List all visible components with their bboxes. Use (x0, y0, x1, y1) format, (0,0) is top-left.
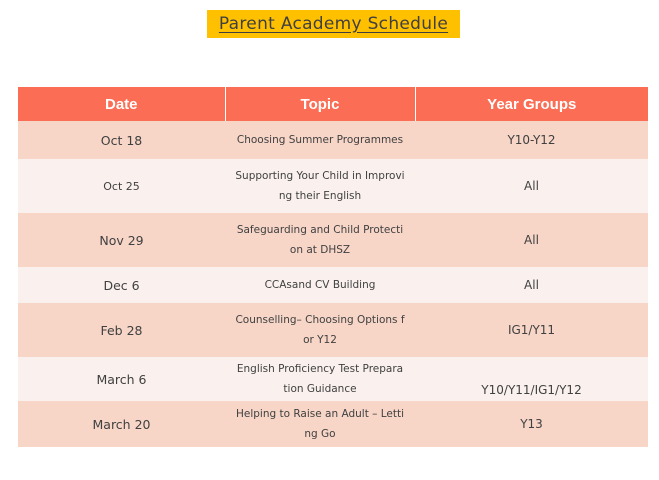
topic-cell: Counselling– Choosing Options for Y12 (225, 303, 415, 357)
table-row (18, 213, 648, 267)
date-cell: March 20 (18, 401, 225, 447)
year-groups-cell: Y10-Y12 (415, 121, 648, 159)
schedule-table (18, 87, 648, 447)
date-cell: March 6 (18, 357, 225, 401)
date-cell: Nov 29 (18, 213, 225, 267)
header-topic: Topic (225, 87, 415, 121)
header-date: Date (18, 87, 225, 121)
date-cell: Feb 28 (18, 303, 225, 357)
table-row (18, 401, 648, 447)
date-cell: Dec 6 (18, 267, 225, 303)
title-banner (207, 10, 460, 38)
topic-cell: CCAsand CV Building (225, 267, 415, 303)
topic-cell: Supporting Your Child in Improving their English (225, 159, 415, 213)
page-title: Parent Academy Schedule (218, 14, 449, 34)
year-groups-cell: All (415, 159, 648, 213)
table-row (18, 159, 648, 213)
year-groups-cell: All (415, 213, 648, 267)
topic-cell: Choosing Summer Programmes (225, 121, 415, 159)
table-row (18, 303, 648, 357)
table-row (18, 357, 648, 401)
year-groups-cell: All (415, 267, 648, 303)
topic-cell: Helping to Raise an Adult – Letting Go (225, 401, 415, 447)
date-cell: Oct 18 (18, 121, 225, 159)
date-cell: Oct 25 (18, 159, 225, 213)
year-groups-cell: Y10/Y11/IG1/Y12 (415, 357, 648, 401)
topic-cell: Safeguarding and Child Protection at DHSZ (225, 213, 415, 267)
header-year-groups: Year Groups (415, 87, 648, 121)
topic-cell: English Proficiency Test Preparation Guidance (225, 357, 415, 401)
year-groups-cell: IG1/Y11 (415, 303, 648, 357)
header-row (18, 87, 648, 121)
year-groups-cell: Y13 (415, 401, 648, 447)
table-row (18, 267, 648, 303)
table-row (18, 121, 648, 159)
